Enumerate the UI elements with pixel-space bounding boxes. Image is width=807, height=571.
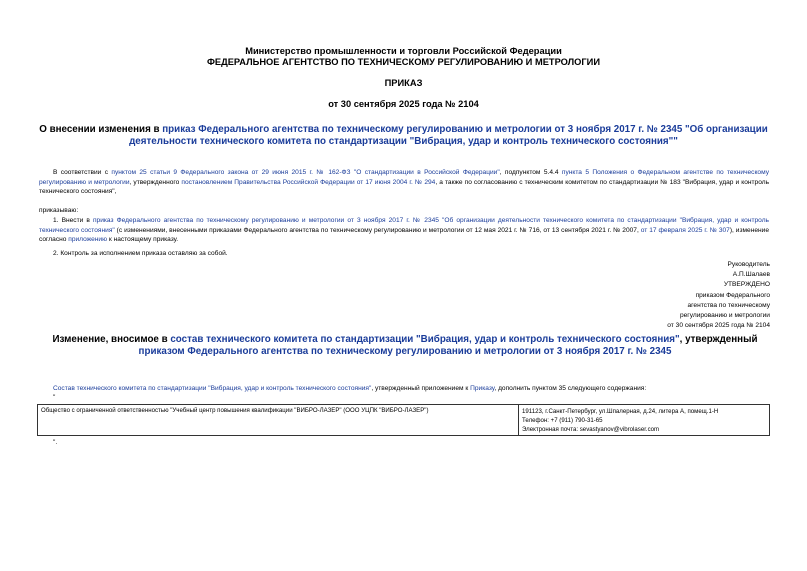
approved-by-line-3: регулированию и метрологии xyxy=(679,312,770,320)
federal-law-link[interactable]: пунктом 25 статьи 9 Федерального закона от 29 июня 2015 г. № 162-ФЗ "О стандартизации в Российской Федерации" xyxy=(111,169,500,176)
amended-order-link[interactable]: приказ Федерального агентства по техническому регулированию и метрологии от 3 ноября 2017 г. № 2345 "Об организации деятельности технического комитета по стандартизации "Вибрация, удар и контроль технического состояния" xyxy=(39,217,769,234)
regulation-link[interactable]: пункта 5 Положения о Федеральном агентстве по техническому регулированию и метрологии xyxy=(39,169,769,186)
annex-text-1: , утвержденный приложением к xyxy=(371,385,471,392)
item-1-text-2: (с изменениями, внесенными приказами Федерального агентства по техническому регулированию и метрологии от 12 мая 2021 г. № 716, от 13 сентября 2021 г. № 2007, xyxy=(114,226,641,234)
preamble-text-4: , а также по согласованию с техническим комитетом по стандартизации № 183 "Вибрация, удар и контроль технического состояния", xyxy=(39,178,770,196)
signatory-name: А.П.Шалаев xyxy=(732,271,770,279)
document-type: ПРИКАЗ xyxy=(384,78,423,88)
quote-close: ". xyxy=(53,439,58,446)
committee-member-table xyxy=(37,404,770,436)
order-link[interactable]: Приказу xyxy=(470,385,495,392)
quote-open: " xyxy=(53,394,56,401)
email-line: Электронная почта: sevastyanov@vibrolaser.com xyxy=(522,425,660,433)
annex-title-text-2: , утвержденный xyxy=(679,334,758,345)
annex-paragraph xyxy=(53,384,773,394)
approved-by-line-2: агентства по техническому xyxy=(687,301,770,309)
order-word: приказываю: xyxy=(39,207,79,214)
approved-label: УТВЕРЖДЕНО xyxy=(723,281,770,289)
item-1-paragraph xyxy=(39,216,769,245)
committee-composition-link[interactable]: состав технического комитета по стандартизации "Вибрация, удар и контроль технического состояния" xyxy=(170,334,680,345)
title-prefix: О внесении изменения в xyxy=(39,124,163,135)
document-date: от 30 сентября 2025 года № 2104 xyxy=(328,99,479,109)
annex-order-link[interactable]: приказом Федерального агентства по техническому регулированию и метрологии от 3 ноября 2017 г. № 2345 xyxy=(138,346,672,357)
government-decree-link[interactable]: постановлением Правительства Российской Федерации от 17 июня 2004 г. № 294 xyxy=(181,178,436,186)
ministry-name: Министерство промышленности и торговли Российской Федерации xyxy=(245,46,562,56)
preamble-text-1: В соответствии с xyxy=(53,169,112,176)
composition-link[interactable]: Состав технического комитета по стандартизации "Вибрация, удар и контроль технического состояния" xyxy=(53,385,372,392)
annex-title xyxy=(40,334,770,358)
preamble-paragraph xyxy=(39,168,769,197)
phone-line: Телефон: +7 (911) 790-31-65 xyxy=(522,416,603,424)
preamble-text-2: , подпунктом 5.4.4 xyxy=(499,169,562,176)
title-order-link[interactable]: приказ Федерального агентства по техническому регулированию и метрологии от 3 ноября 2017 г. № 2345 "Об организации деятельности технического комитета по стандартизации "Вибрация, удар и контроль технического состояния"" xyxy=(129,124,768,147)
preamble-text-3: , утвержденного xyxy=(129,178,182,186)
feb-2025-order-link[interactable]: от 17 февраля 2025 г. № 307 xyxy=(640,226,730,234)
page-title xyxy=(36,124,771,148)
annex-text-2: , дополнить пунктом 35 следующего содержания: xyxy=(494,385,647,392)
approved-by-line-1: приказом Федерального xyxy=(695,291,770,299)
annex-link[interactable]: приложению xyxy=(68,236,108,244)
item-1-text-3: ), изменение согласно xyxy=(39,226,769,244)
table-row xyxy=(38,405,770,436)
item-1-text-4: к настоящему приказу. xyxy=(107,236,179,244)
approved-by-line-4: от 30 сентября 2025 года № 2104 xyxy=(667,322,770,330)
agency-name: ФЕДЕРАЛЬНОЕ АГЕНТСТВО ПО ТЕХНИЧЕСКОМУ РЕГУЛИРОВАНИЮ И МЕТРОЛОГИИ xyxy=(206,57,601,67)
contacts-cell xyxy=(519,405,770,436)
annex-title-text-1: Изменение, вносимое в xyxy=(52,334,171,345)
item-2-paragraph: 2. Контроль за исполнением приказа оставляю за собой. xyxy=(53,250,228,257)
signature-block xyxy=(470,260,770,331)
address-line: 191123, г.Санкт-Петербург, ул.Шпалерная, д.24, литера А, помещ.1-Н xyxy=(522,407,719,415)
organization-cell: Общество с ограниченной ответственностью "Учебный центр повышения квалификации "ВИБРО-ЛАЗЕР" (ООО УЦПК "ВИБРО-ЛАЗЕР") xyxy=(38,405,519,436)
signatory-position: Руководитель xyxy=(727,261,770,268)
item-1-text-1: 1. Внести в xyxy=(53,217,93,224)
